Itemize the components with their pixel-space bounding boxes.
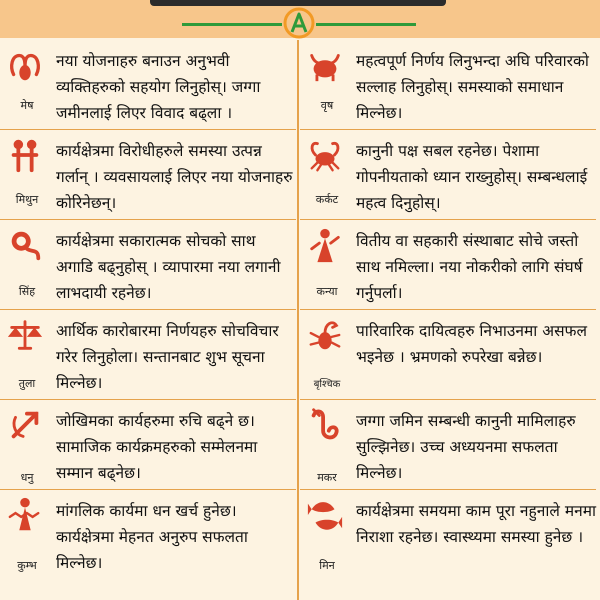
capricorn-icon bbox=[306, 406, 344, 444]
horoscope-text: कानुनी पक्ष सबल रहनेछ। पेशामा गोपनीयताको ध्यान राख्नुहोस्। सम्बन्धलाई महत्व दिनुहोस्। bbox=[356, 142, 588, 212]
logo-row bbox=[0, 6, 600, 40]
horoscope-cell-cancer bbox=[300, 130, 596, 220]
scorpio-icon bbox=[306, 316, 344, 354]
sign-name: मेष bbox=[20, 99, 34, 112]
horoscope-cell-gemini bbox=[0, 130, 296, 220]
horoscope-cell-taurus bbox=[300, 40, 596, 130]
logo-line-left bbox=[182, 23, 282, 26]
sign-name: मिन bbox=[319, 559, 335, 572]
aquarius-icon bbox=[6, 496, 44, 534]
horoscope-cell-scorpio bbox=[300, 310, 596, 400]
libra-icon bbox=[6, 316, 44, 354]
horoscope-text: पारिवारिक दायित्वहरु निभाउनमा असफल भइनेछ । भ्रमणको रुपरेखा बन्नेछ। bbox=[356, 322, 588, 366]
horoscope-cell-sagittarius bbox=[0, 400, 296, 490]
sagittarius-icon bbox=[6, 406, 44, 444]
horoscope-text: वितीय वा सहकारी संस्थाबाट सोचे जस्तो साथ नमिल्ला। नया नोकरीको लागि संघर्ष गर्नुपर्ला। bbox=[356, 232, 583, 302]
gemini-icon bbox=[6, 136, 44, 174]
horoscope-text: कार्यक्षेत्रमा सकारात्मक सोचको साथ अगाडि बढ्नुहोस् । व्यापारमा नया लगानी लाभदायी रहनेछ। bbox=[56, 232, 281, 302]
cancer-icon bbox=[306, 136, 344, 174]
sign-name: कर्कट bbox=[315, 193, 339, 206]
horoscope-cell-pisces bbox=[300, 490, 596, 580]
horoscope-text: नया योजनाहरु बनाउन अनुभवी व्यक्तिहरुको सहयोग लिनुहोस्। जग्गा जमीनलाई लिएर विवाद बढ्ला । bbox=[56, 52, 261, 122]
horoscope-cell-capricorn bbox=[300, 400, 596, 490]
horoscope-cell-virgo bbox=[300, 220, 596, 310]
horoscope-text: आर्थिक कारोबारमा निर्णयहरु सोचविचार गरेर लिनुहोला। सन्तानबाट शुभ सूचना मिल्नेछ। bbox=[56, 322, 279, 392]
horoscope-text: मांगलिक कार्यमा धन खर्च हुनेछ। कार्यक्षेत्रमा मेहनत अनुरुप सफलता मिल्नेछ। bbox=[56, 502, 248, 572]
aries-icon bbox=[6, 46, 44, 84]
sign-name: मकर bbox=[317, 471, 337, 484]
sign-name: बृश्चिक bbox=[313, 379, 341, 390]
horoscope-text: जग्गा जमिन सम्बन्धी कानुनी मामिलाहरु सुल्झिनेछ। उच्च अध्ययनमा सफलता मिल्नेछ। bbox=[356, 412, 576, 482]
pisces-icon bbox=[306, 496, 344, 534]
sign-name: कुम्भ bbox=[17, 559, 37, 572]
taurus-icon bbox=[306, 46, 344, 84]
sign-name: सिंह bbox=[18, 285, 36, 298]
horoscope-cell-libra bbox=[0, 310, 296, 400]
logo-line-right bbox=[316, 23, 416, 26]
sign-name: कन्या bbox=[316, 285, 338, 298]
horoscope-text: कार्यक्षेत्रमा समयमा काम पूरा नहुनाले मनमा निराशा रहनेछ। स्वास्थ्यमा समस्या हुनेछ । bbox=[356, 502, 596, 546]
leo-icon bbox=[6, 226, 44, 264]
sign-name: तुला bbox=[18, 377, 36, 390]
logo-icon bbox=[282, 6, 316, 40]
sign-name: धनु bbox=[20, 471, 34, 484]
sign-name: वृष bbox=[320, 99, 334, 112]
virgo-icon bbox=[306, 226, 344, 264]
sign-name: मिथुन bbox=[15, 193, 39, 206]
horoscope-cell-aquarius bbox=[0, 490, 296, 580]
horoscope-text: महत्वपूर्ण निर्णय लिनुभन्दा अघि परिवारको सल्लाह लिनुहोस्। समस्याको समाधान मिल्नेछ। bbox=[356, 52, 589, 122]
horoscope-grid bbox=[0, 40, 600, 600]
horoscope-text: जोखिमका कार्यहरुमा रुचि बढ्ने छ। सामाजिक कार्यक्रमहरुको सम्मेलनमा सम्मान बढ्नेछ। bbox=[56, 412, 258, 482]
horoscope-text: कार्यक्षेत्रमा विरोधीहरुले समस्या उत्पन्न गर्लान् । व्यवसायलाई लिएर नया योजनाहरु कोरिनेछन्। bbox=[56, 142, 293, 212]
horoscope-cell-aries bbox=[0, 40, 296, 130]
horoscope-cell-leo bbox=[0, 220, 296, 310]
